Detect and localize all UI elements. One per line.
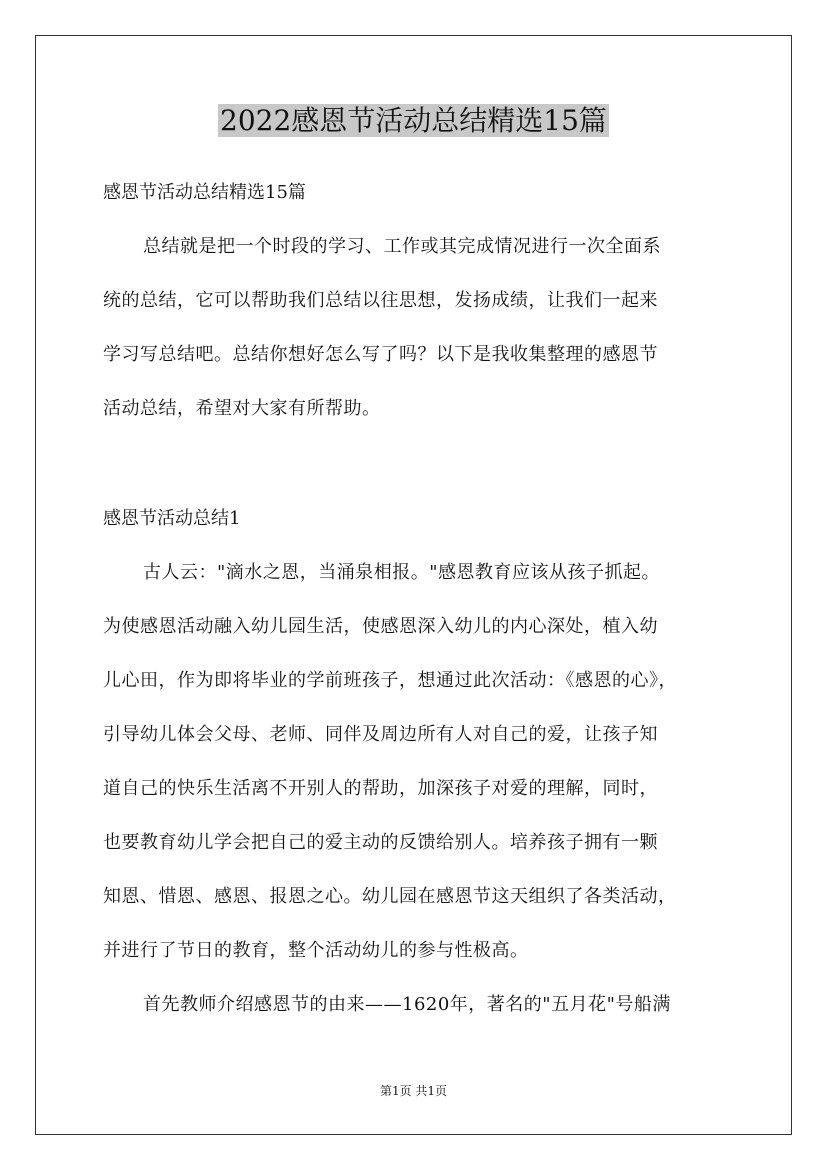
paragraph-line: 引导幼儿体会父母、老师、同伴及周边所有人对自己的爱，让孩子知 — [103, 724, 658, 745]
paragraph-line: 统的总结，它可以帮助我们总结以往思想，发扬成绩，让我们一起来 — [103, 290, 658, 311]
section1-paragraph — [103, 546, 743, 978]
document-title — [0, 100, 827, 142]
paragraph-line: 学习写总结吧。总结你想好怎么写了吗？以下是我收集整理的感恩节 — [103, 344, 658, 365]
section-heading: 感恩节活动总结1 — [103, 508, 241, 529]
paragraph-line: 知恩、惜恩、感恩、报恩之心。幼儿园在感恩节这天组织了各类活动， — [103, 886, 677, 907]
paragraph-line: 总结就是把一个时段的学习、工作或其完成情况进行一次全面系 — [143, 236, 661, 257]
paragraph-line: 并进行了节日的教育，整个活动幼儿的参与性极高。 — [103, 940, 529, 961]
document-title-text: 2022感恩节活动总结精选15篇 — [220, 104, 607, 137]
paragraph-line: 活动总结，希望对大家有所帮助。 — [103, 398, 381, 419]
section2-paragraph — [103, 978, 743, 1032]
document-subtitle: 感恩节活动总结精选15篇 — [103, 182, 306, 203]
page-number: 第1页 共1页 — [379, 1084, 448, 1098]
page-footer — [0, 1082, 827, 1100]
intro-paragraph — [103, 220, 743, 436]
paragraph-line: 也要教育幼儿学会把自己的爱主动的反馈给别人。培养孩子拥有一颗 — [103, 832, 658, 853]
paragraph-line: 道自己的快乐生活离不开别人的帮助，加深孩子对爱的理解，同时， — [103, 778, 658, 799]
paragraph-line: 古人云："滴水之恩，当涌泉相报。"感恩教育应该从孩子抓起。 — [143, 562, 661, 583]
paragraph-line: 为使感恩活动融入幼儿园生活，使感恩深入幼儿的内心深处，植入幼 — [103, 616, 658, 637]
paragraph-line: 首先教师介绍感恩节的由来——1620年，著名的"五月花"号船满 — [143, 994, 671, 1015]
paragraph-line: 儿心田，作为即将毕业的学前班孩子，想通过此次活动：《感恩的心》， — [103, 670, 677, 691]
